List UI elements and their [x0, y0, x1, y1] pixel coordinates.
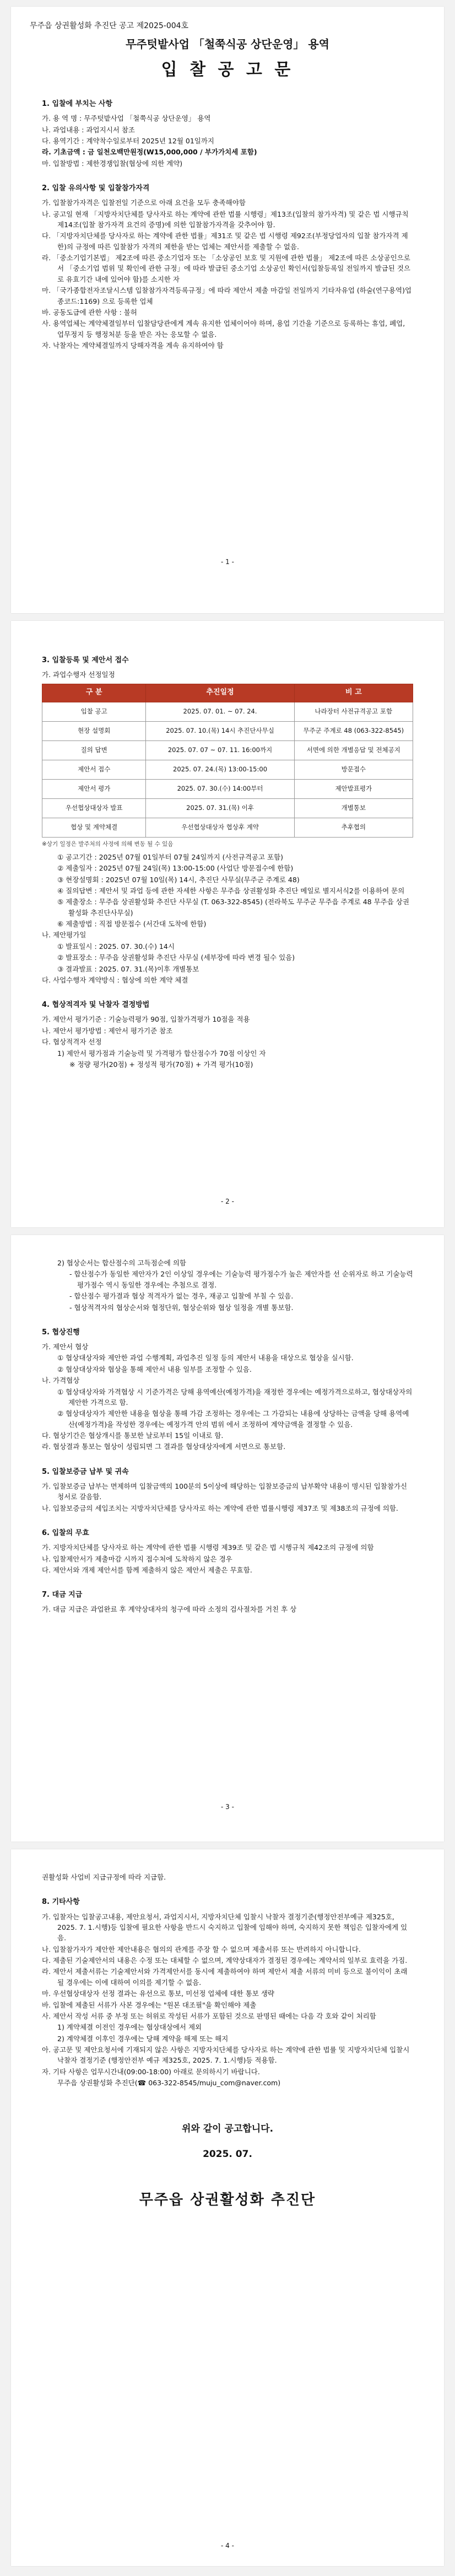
cell: 제안서 접수: [42, 760, 146, 779]
s2-item: 자. 낙찰자는 계약체결일까지 당해자격을 계속 유지하여야 함: [42, 341, 224, 350]
s8-item: 가. 대금 지급은 과업완료 후 계약상대자의 청구에 따라 소정의 검사절차를 거친 후 상: [42, 1605, 297, 1614]
cell: 2025. 07. 01. ~ 07. 24.: [146, 702, 294, 721]
s9-item: 2) 계약체결 이후인 경우에는 당해 계약을 해제 또는 해지: [57, 2034, 229, 2043]
announcement-header: 무주읍 상권활성화 추진단 공고 제2025-004호: [30, 22, 189, 30]
s8-cont: 권활성화 사업비 지급규정에 따라 지급함.: [42, 1873, 166, 1881]
s3-item: ② 제출일자 : 2025년 07월 24일(목) 13:00-15:00 (사업단 방문접수에 한함): [57, 864, 294, 873]
s3-item2: ③ 결과발표 : 2025. 07. 31.(목)이후 개별통보: [57, 964, 199, 973]
cell: 무주군 주계로 48 (063-322-8545): [294, 721, 413, 740]
table-row: [42, 702, 413, 721]
s2-item: 나. 공고일 현재 「지방자치단체를 당사자로 하는 계약에 관한 법률 시행령」제13조(입찰의 참가자격) 및 같은 법 시행규칙 제14조(입찰 참가자격 요건의 증명)에 의한 입찰참가자격을 갖추어야 함.: [42, 210, 409, 229]
s7-item: 가. 지방자치단체를 당사자로 하는 계약에 관한 법률 시행령 제39조 및 같은 법 시행규칙 제42조의 규정에 의함: [42, 1543, 374, 1552]
s5-c: 다. 협상기간은 협상개시를 통보한 날로부터 15일 이내로 함.: [42, 1431, 224, 1440]
page-number: - 2 -: [221, 1198, 234, 1205]
s4-cont: - 협상적격자의 협상순서와 협정단위, 협상순위와 협상 일정을 개별 통보함.: [69, 1303, 294, 1312]
closing-org: 무주읍 상권활성화 추진단: [139, 2192, 316, 2209]
cell: 2025. 07. 24.(목) 13:00-15:00: [146, 760, 294, 779]
s9-item: 사. 제안서 작성 서류 중 부정 또는 허위로 작성된 서류가 포함된 것으로 판명된 때에는 다음 각 호와 같이 처리함: [42, 2011, 376, 2020]
s5-a-item: ① 협상대상자와 제안한 과업 수행계획, 과업추진 일정 등의 제안서 내용을 대상으로 협상을 실시함.: [57, 1354, 354, 1362]
s5-d: 라. 협상결과 통보는 협상이 성립되면 그 결과를 협상대상자에게 서면으로 통보함.: [42, 1442, 286, 1451]
s3-sub3: 다. 사업수행자 계약방식 : 협상에 의한 계약 체결: [42, 975, 188, 984]
s2-item-registration: 마. 「국가종합전자조달시스템 입찰참가자격등록규정」에 따라 제안서 제출 마감일 전일까지 기타자유업 (하술(연구용역)업종코드:1169) 으로 등록한 업체: [42, 286, 412, 305]
cell: 방문접수: [294, 760, 413, 779]
cell: 질의 답변: [42, 740, 146, 760]
s5-b-item: ① 협상대상자와 가격협상 시 기준가격은 당해 용역예산(예정가격)을 재정한 경우에는 예정가격으로하고, 협상대상자의 제안한 가격으로 함.: [57, 1387, 413, 1407]
cell: 2025. 07. 07 ~ 07. 11. 16:00까지: [146, 740, 294, 760]
s9-item: 아. 공고문 및 제안요청서에 기재되지 않은 사항은 지방자치단체를 당사자로 하는 계약에 관한 법률 및 지방자치단체 입찰시 낙찰자 결정기준 (행정안전부 예규 제325호, 2025. 7. 1.시행)등 적용함.: [42, 2046, 410, 2065]
s9-item: 가. 입찰자는 입찰공고내용, 제안요청서, 과업지시서, 지방자치단체 입찰시 낙찰자 결정기준(행정안전부예규 제325호, 2025. 7. 1.시행)등 입찰에 필요한 사항을 반드시 숙지하고 입찰에 임해야 하며, 숙지하지 못한 책임은 입찰자에게 있음.: [42, 1912, 408, 1942]
section-9-title: 8. 기타사항: [42, 1898, 80, 1907]
table-row: [42, 760, 413, 779]
s4-item: 가. 제안서 평가기준 : 기술능력평가 90점, 입찰가격평가 10점을 적용: [42, 1015, 250, 1024]
section-8-title: 7. 대금 지급: [42, 1591, 83, 1600]
cell: 제안서 평가: [42, 779, 146, 798]
s6-item: 나. 입찰보증금의 세입조치는 지방자치단체를 당사자로 하는 계약에 관한 법률시행령 제37조 및 제38조의 규정에 의함.: [42, 1504, 398, 1512]
s3-item2: ① 발표일시 : 2025. 07. 30.(수) 14시: [57, 942, 175, 951]
s3-sub2: 나. 제안평가일: [42, 931, 86, 940]
cell: 우선협상대상자 협상후 계약: [146, 818, 294, 837]
s5-a-item: ② 협상대상자와 협상을 통해 제안서 내용 일부를 조정할 수 있음.: [57, 1365, 252, 1373]
cell: 2025. 07. 30.(수) 14:00부터: [146, 779, 294, 798]
s4-item: ※ 정량 평가(20점) + 정성적 평가(70점) + 가격 평가(10점): [69, 1060, 253, 1069]
th-note: 비 고: [294, 684, 413, 702]
s4-cont: - 합산점수가 동일한 제안자가 2인 이상일 경우에는 기술능력 평가점수가 높은 제안자를 선 순위자로 하고 기술능력 평가점수 역시 동일한 경우에는 추첨으로 결정.: [69, 1270, 413, 1289]
s9-item: 라. 제안서 제출서류는 기술제안서와 가격제안서를 동시에 제출하여야 하며 제안서 제출 서류의 미비 등으로 불이익이 초래될 경우에는 이에 대하여 이의를 제기할 수 없음.: [42, 1967, 408, 1987]
table-row: [42, 740, 413, 760]
page-3: [11, 1235, 444, 1842]
table-row: [42, 721, 413, 740]
s3-sub: 가. 과업수행자 선정일정: [42, 670, 115, 679]
section-3-title: 3. 입찰등록 및 제안서 접수: [42, 656, 129, 664]
table-row: [42, 798, 413, 818]
s4-item: 나. 제안서 평가방법 : 제안서 평가기준 참조: [42, 1026, 173, 1035]
s3-item: ③ 현장설명회 : 2025년 07월 10일(목) 14시, 추진단 사무실(무주군 주계로 48): [57, 875, 300, 884]
s1-item: 다. 용역기간 : 계약착수일로부터 2025년 12월 01일까지: [42, 136, 214, 145]
s3-item: ⑥ 제출방법 : 직접 방문접수 (서간대 도착에 한함): [57, 920, 207, 929]
section-5-title: 5. 협상진행: [42, 1328, 80, 1337]
s9-item: 자. 기타 사항은 업무시간내(09:00-18:00) 아래로 문의하시기 바랍니다.: [42, 2067, 260, 2076]
cell: 현장 설명회: [42, 721, 146, 740]
s1-item: 가. 용 역 명 : 무주텃밭사업 「철쭉식공 상단운영」 용역: [42, 114, 211, 123]
section-7-title: 6. 입찰의 무효: [42, 1529, 89, 1538]
s9-item: 나. 입찰참가자가 제안한 제안내용은 협의의 관계를 주장 할 수 없으며 제출서류 또는 반려하지 아니합니다.: [42, 1945, 361, 1954]
s9-contact: 무주읍 상권활성화 추진단(☎ 063-322-8545/muju_com@naver.com): [57, 2079, 281, 2087]
cell: 입찰 공고: [42, 702, 146, 721]
section-6-title: 5. 입찰보증금 납부 및 귀속: [42, 1467, 129, 1476]
table-note: ※상기 일정은 발주처의 사정에 의해 변동 될 수 있음: [42, 840, 174, 847]
cell: 우선협상대상자 발표: [42, 798, 146, 818]
section-1-title: 1. 입찰에 부치는 사항: [42, 100, 113, 108]
s5-b: 나. 가격협상: [42, 1376, 80, 1385]
main-title: 입 찰 공 고 문: [161, 60, 294, 79]
table-row: [42, 779, 413, 798]
s7-item: 다. 제안서와 개제 제안서를 함께 제출하지 않은 제안서 제출은 무효함.: [42, 1565, 252, 1574]
cell: 서면에 의한 개별응답 및 전체공지: [294, 740, 413, 760]
s2-item: 다. 「지방자치단체를 당사자로 하는 계약에 관한 법률」제31조 및 같은 법 시행령 제92조(부정당업자의 입찰 참가자격 제한)의 규정에 따른 입찰참가 자격의 제한을 받는 업체는 제안서를 제출할 수 없음.: [42, 232, 408, 251]
s2-item-sme: 라. 「중소기업기본법」 제2조에 따른 중소기업자 또는 「소상공인 보호 및 지원에 관한 법률」 제2조에 따른 소상공인으로서 「중소기업 범위 및 확인에 관한 규정」에 따라 발급된 중소기업 소상공인 확인서(입찰등록일 전일까지 발급된 것으로 유효기간 내에 있어야 함)를 소지한 자: [42, 254, 410, 283]
cell: 추후협의: [294, 818, 413, 837]
s2-item: 바. 공동도급에 관한 사항 : 불허: [42, 308, 137, 316]
s7-item: 나. 입찰제안서가 제출마감 시까지 접수처에 도착하지 않은 경우: [42, 1554, 232, 1563]
cell: 개별통보: [294, 798, 413, 818]
s1-item: 마. 입찰방법 : 제한경쟁입찰(협상에 의한 계약): [42, 159, 183, 168]
s3-item: ⑤ 제출장소 : 무주읍 상권활성화 추진단 사무실 (T. 063-322-8545) (전라북도 무주군 무주읍 주계로 48 무주읍 상권활성화 추진단사무실): [57, 898, 409, 917]
s3-item: ④ 질의답변 : 제안서 및 과업 등에 관한 자세한 사항은 무주읍 상권활성화 추진단 메일로 별지서식2를 이용하여 문의: [57, 886, 405, 895]
cell: 제안발표평가: [294, 779, 413, 798]
s1-item-base-amount: 라. 기초금액 : 금 일천오백만원정(W15,000,000 / 부가가치세 포함): [42, 148, 257, 157]
cell: 협상 및 계약체결: [42, 818, 146, 837]
th-category: 구 분: [42, 684, 146, 702]
s5-a: 가. 제안서 협상: [42, 1343, 89, 1351]
schedule-table: [42, 684, 413, 838]
s4-item: 다. 협상적격자 선정: [42, 1038, 102, 1046]
table-row: [42, 818, 413, 837]
page-number: - 1 -: [221, 558, 234, 566]
s3-item2: ② 발표장소 : 무주읍 상권활성화 추진단 사무실 (세부장에 따라 변경 될수 있음): [57, 953, 295, 962]
s3-item: ① 공고기간 : 2025년 07월 01일부터 07월 24일까지 (사전규격공고 포함): [57, 852, 283, 861]
s6-item: 가. 입찰보증금 납부는 면제하며 입찰금액의 100분의 5이상에 해당하는 입찰보증금의 납부확약 내용이 명시된 입찰참가신청서로 갈음함.: [42, 1482, 408, 1501]
closing-date: 2025. 07.: [203, 2148, 252, 2160]
section-2-title: 2. 입찰 유의사항 및 입찰참가자격: [42, 184, 150, 193]
cell: 2025. 07. 10.(목) 14시 추진단사무실: [146, 721, 294, 740]
s4-cont: 2) 협상순서는 합산점수의 고득점순에 의함: [57, 1259, 186, 1267]
section-4-title: 4. 협상적격자 및 낙찰자 결정방법: [42, 1001, 150, 1010]
s1-item: 나. 과업내용 : 과업지시서 참조: [42, 125, 135, 134]
page-number: - 4 -: [221, 2542, 234, 2550]
cell: 나라장터 사전규격공고 포함: [294, 702, 413, 721]
table-header-row: [42, 684, 413, 702]
s2-item: 가. 입찰참가자격은 입찰전일 기준으로 아래 요건을 모두 충족해야함: [42, 198, 246, 207]
cell: 2025. 07. 31.(목) 이후: [146, 798, 294, 818]
page-4: [11, 1849, 444, 2566]
org-title: 무주텃밭사업 「철쭉식공 상단운영」 용역: [125, 37, 329, 51]
th-schedule: 추진일정: [146, 684, 294, 702]
s4-item: 1) 제안서 평가점과 기술능력 및 가격평가 합산점수가 70점 이상인 자: [57, 1049, 266, 1058]
closing-statement: 위와 같이 공고합니다.: [181, 2123, 274, 2134]
s9-item: 1) 계약체결 이전인 경우에는 협상대상에서 제외: [57, 2023, 202, 2032]
s5-b-item: ② 협상대상자가 제안한 내용을 협상을 통해 가감 조정하는 경우에는 그 가감되는 내용에 상당하는 금액을 당해 용역예산(예정가격)을 작성한 경우에는 예정가격 안의 범위 에서 조정하여 계약금액을 결정할 수 있음.: [57, 1409, 409, 1429]
s9-item: 다. 제출된 기술제안서의 내용은 수정 또는 대체할 수 없으며, 계약상대자가 결정된 경우에는 계약서의 일부로 효력을 가짐.: [42, 1956, 408, 1965]
page-2: [11, 621, 444, 1227]
s9-item: 마. 우선협상대상자 선정 결과는 유선으로 통보, 미선정 업체에 대한 통보 생략: [42, 1989, 275, 1998]
s9-item: 바. 입찰에 제출된 서류가 사본 경우에는 "원본 대조필"을 확인해야 제출: [42, 2000, 257, 2009]
page-number: - 3 -: [221, 1803, 234, 1811]
page-1: [11, 7, 444, 613]
s4-cont: - 합산점수 평가결과 협상 적격자가 없는 경우, 재공고 입찰에 부칠 수 있음.: [69, 1292, 294, 1301]
s2-item: 사. 용역업체는 계약체결일부터 입찰담당관에게 계속 유지한 업체이어야 하며, 용업 기간을 기준으로 등록하는 휴업, 폐업, 업무정지 등 행정처분 등을 받은 자는 응모할 수 없음.: [42, 319, 405, 339]
